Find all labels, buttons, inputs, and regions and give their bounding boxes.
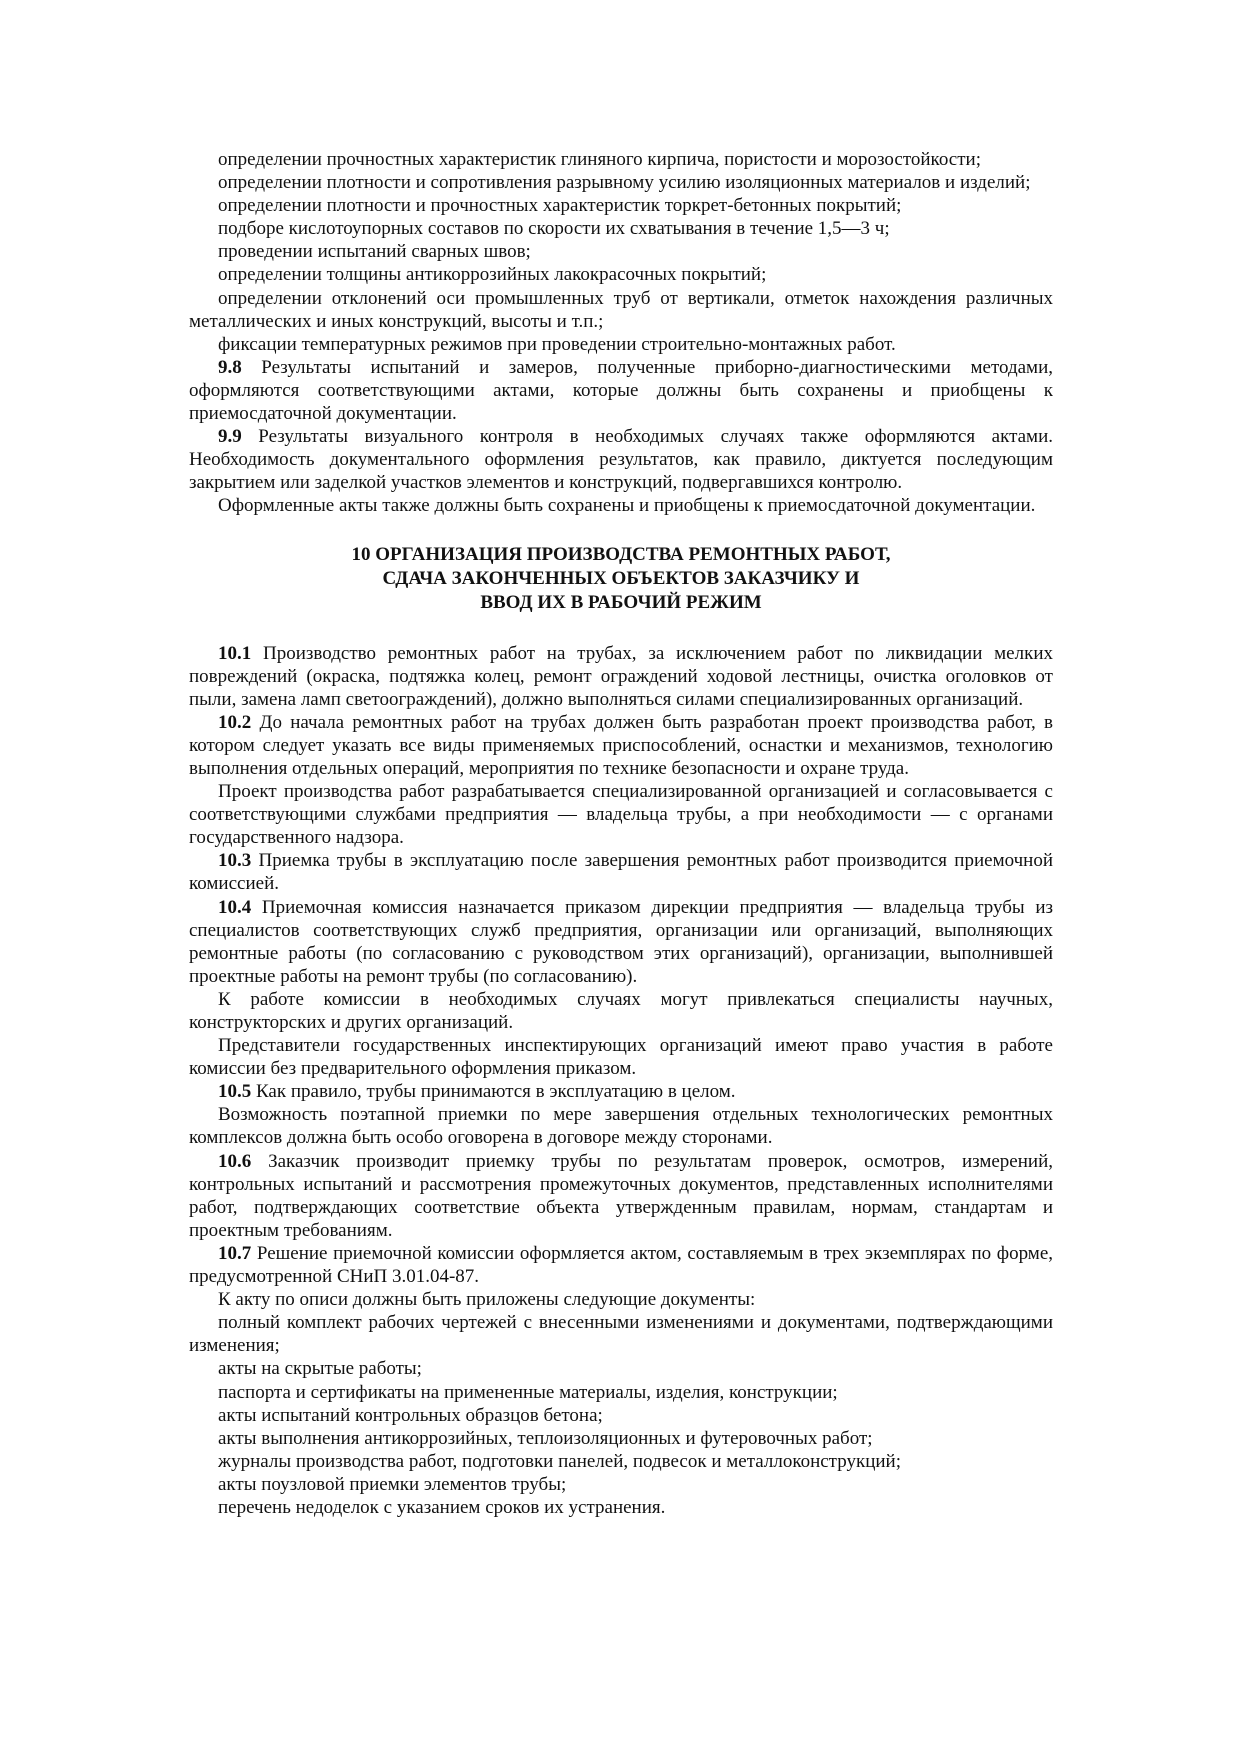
- heading-line: 10 ОРГАНИЗАЦИЯ ПРОИЗВОДСТВА РЕМОНТНЫХ РАБОТ,: [351, 543, 891, 565]
- paragraph: [189, 1381, 1053, 1404]
- paragraph: [189, 356, 1053, 425]
- paragraph: [189, 1080, 1053, 1103]
- paragraph-text: Оформленные акты также должны быть сохранены и приобщены к приемосдаточной документации.: [218, 495, 1036, 517]
- paragraph-text: полный комплект рабочих чертежей с внесенными изменениями и документами, подтверждающими изменения;: [189, 1312, 1053, 1357]
- paragraph: [189, 1311, 1053, 1357]
- paragraph-text: К работе комиссии в необходимых случаях могут привлекаться специалисты научных, конструкторских и других организаций.: [189, 988, 1053, 1033]
- section-10-body: [189, 642, 1053, 1520]
- clause-number: 10.4: [218, 896, 252, 918]
- clause-number: 10.7: [218, 1242, 252, 1264]
- paragraph-text: определении отклонений оси промышленных труб от вертикали, отметок нахождения различных металлических и иных конструкций, высоты и т.п.;: [189, 287, 1053, 332]
- paragraph: [189, 240, 1053, 263]
- paragraph-text: акты испытаний контрольных образцов бетона;: [218, 1404, 603, 1426]
- paragraph-text: Представители государственных инспектирующих организаций имеют право участия в работе комиссии без предварительного оформления приказом.: [189, 1035, 1053, 1080]
- paragraph-text: К акту по описи должны быть приложены следующие документы:: [218, 1289, 756, 1311]
- paragraph: [189, 849, 1053, 895]
- paragraph: [189, 1450, 1053, 1473]
- paragraph: [189, 1473, 1053, 1496]
- paragraph: [189, 896, 1053, 988]
- clause-number: 10.5: [218, 1081, 252, 1103]
- clause-number: 10.3: [218, 850, 252, 872]
- paragraph-text: перечень недоделок с указанием сроков их устранения.: [218, 1496, 666, 1518]
- paragraph: [189, 1103, 1053, 1149]
- paragraph-text: определении прочностных характеристик глиняного кирпича, пористости и морозостойкости;: [218, 149, 981, 170]
- paragraph: [189, 1357, 1053, 1380]
- paragraph: [189, 1427, 1053, 1450]
- paragraph-text: До начала ремонтных работ на трубах должен быть разработан проект производства работ, в котором следует указать все виды применяемых приспособлений, оснастки и механизмов, технологию выполнения отдельных операций, мероприятия по технике безопасности и охране труда.: [189, 711, 1053, 779]
- paragraph-text: Производство ремонтных работ на трубах, за исключением работ по ликвидации мелких повреждений (окраска, подтяжка колец, ремонт ограждений ходовой лестницы, очистка оголовков от пыли, замена ламп светоограждений), должно выполняться силами специализированных организаций.: [189, 642, 1053, 710]
- paragraph-text: Приемочная комиссия назначается приказом дирекции предприятия — владельца трубы из специалистов соответствующих служб предприятия, организации или организаций, выполняющих ремонтные работы (по согласованию с руководством этих организаций), организации, выполнившей проектные работы на ремонт трубы (по согласованию).: [189, 896, 1053, 987]
- paragraph-text: Возможность поэтапной приемки по мере завершения отдельных технологических ремонтных комплексов должна быть особо оговорена в договоре между сторонами.: [189, 1104, 1053, 1149]
- paragraph-text: акты поузловой приемки элементов трубы;: [218, 1473, 567, 1495]
- paragraph-text: паспорта и сертификаты на примененные материалы, изделия, конструкции;: [218, 1381, 838, 1403]
- clause-number: 9.9: [218, 426, 242, 448]
- paragraph-text: Заказчик производит приемку трубы по результатам проверок, осмотров, измерений, контрольных испытаний и рассмотрения промежуточных документов, представленных исполнителями работ, подтверждающих соответствие объекта утвержденным правилам, нормам, стандартам и проектным требованиям.: [189, 1150, 1053, 1241]
- paragraph-text: журналы производства работ, подготовки панелей, подвесок и металлоконструкций;: [218, 1450, 901, 1472]
- paragraph: [189, 148, 1053, 171]
- paragraph: [189, 1150, 1053, 1242]
- section-9-continuation: [189, 148, 1053, 518]
- paragraph: [189, 1288, 1053, 1311]
- paragraph-text: подборе кислотоупорных составов по скорости их схватывания в течение 1,5—3 ч;: [218, 218, 890, 240]
- paragraph: [189, 711, 1053, 780]
- paragraph: [189, 1496, 1053, 1519]
- clause-number: 10.6: [218, 1150, 252, 1172]
- paragraph-text: проведении испытаний сварных швов;: [218, 241, 531, 263]
- paragraph-text: Результаты визуального контроля в необходимых случаях также оформляются актами. Необходимость документального оформления результатов, как правило, диктуется последующим закрытием или заделкой участков элементов и конструкций, подвергавшихся контролю.: [189, 426, 1053, 494]
- paragraph: [189, 425, 1053, 494]
- clause-number: 10.2: [218, 711, 252, 733]
- paragraph: [189, 1034, 1053, 1080]
- paragraph: [189, 1242, 1053, 1288]
- paragraph: [189, 333, 1053, 356]
- paragraph: [189, 287, 1053, 333]
- heading-line: ВВОД ИХ В РАБОЧИЙ РЕЖИМ: [480, 591, 762, 613]
- paragraph: [189, 194, 1053, 217]
- paragraph-text: Результаты испытаний и замеров, полученные приборно-диагностическими методами, оформляются соответствующими актами, которые должны быть сохранены и приобщены к приемосдаточной документации.: [189, 356, 1053, 425]
- paragraph-text: Проект производства работ разрабатывается специализированной организацией и согласовывается с соответствующими службами предприятия — владельца трубы, а при необходимости — с органами государственного надзора.: [189, 781, 1053, 849]
- section-10-heading: [189, 543, 1053, 615]
- paragraph: [189, 171, 1053, 194]
- paragraph: [189, 217, 1053, 240]
- paragraph: [189, 494, 1053, 517]
- paragraph-text: Решение приемочной комиссии оформляется актом, составляемым в трех экземплярах по форме, предусмотренной СНиП 3.01.04-87.: [189, 1242, 1053, 1288]
- paragraph-text: определении плотности и сопротивления разрывному усилию изоляционных материалов и изделий;: [218, 172, 1031, 194]
- clause-number: 10.1: [218, 642, 252, 664]
- paragraph-text: акты на скрытые работы;: [218, 1358, 422, 1380]
- paragraph-text: фиксации температурных режимов при проведении строительно-монтажных работ.: [218, 333, 896, 355]
- paragraph-text: Как правило, трубы принимаются в эксплуатацию в целом.: [251, 1081, 736, 1103]
- paragraph-text: определении плотности и прочностных характеристик торкрет-бетонных покрытий;: [218, 195, 902, 217]
- paragraph: [189, 642, 1053, 711]
- clause-number: 9.8: [218, 356, 242, 378]
- paragraph: [189, 780, 1053, 849]
- paragraph: [189, 263, 1053, 286]
- paragraph-text: Приемка трубы в эксплуатацию после завершения ремонтных работ производится приемочной комиссией.: [189, 850, 1053, 895]
- paragraph: [189, 988, 1053, 1034]
- paragraph: [189, 1404, 1053, 1427]
- heading-line: СДАЧА ЗАКОНЧЕННЫХ ОБЪЕКТОВ ЗАКАЗЧИКУ И: [382, 567, 860, 589]
- paragraph-text: определении толщины антикоррозийных лакокрасочных покрытий;: [218, 264, 767, 286]
- paragraph-text: акты выполнения антикоррозийных, теплоизоляционных и футеровочных работ;: [218, 1427, 873, 1449]
